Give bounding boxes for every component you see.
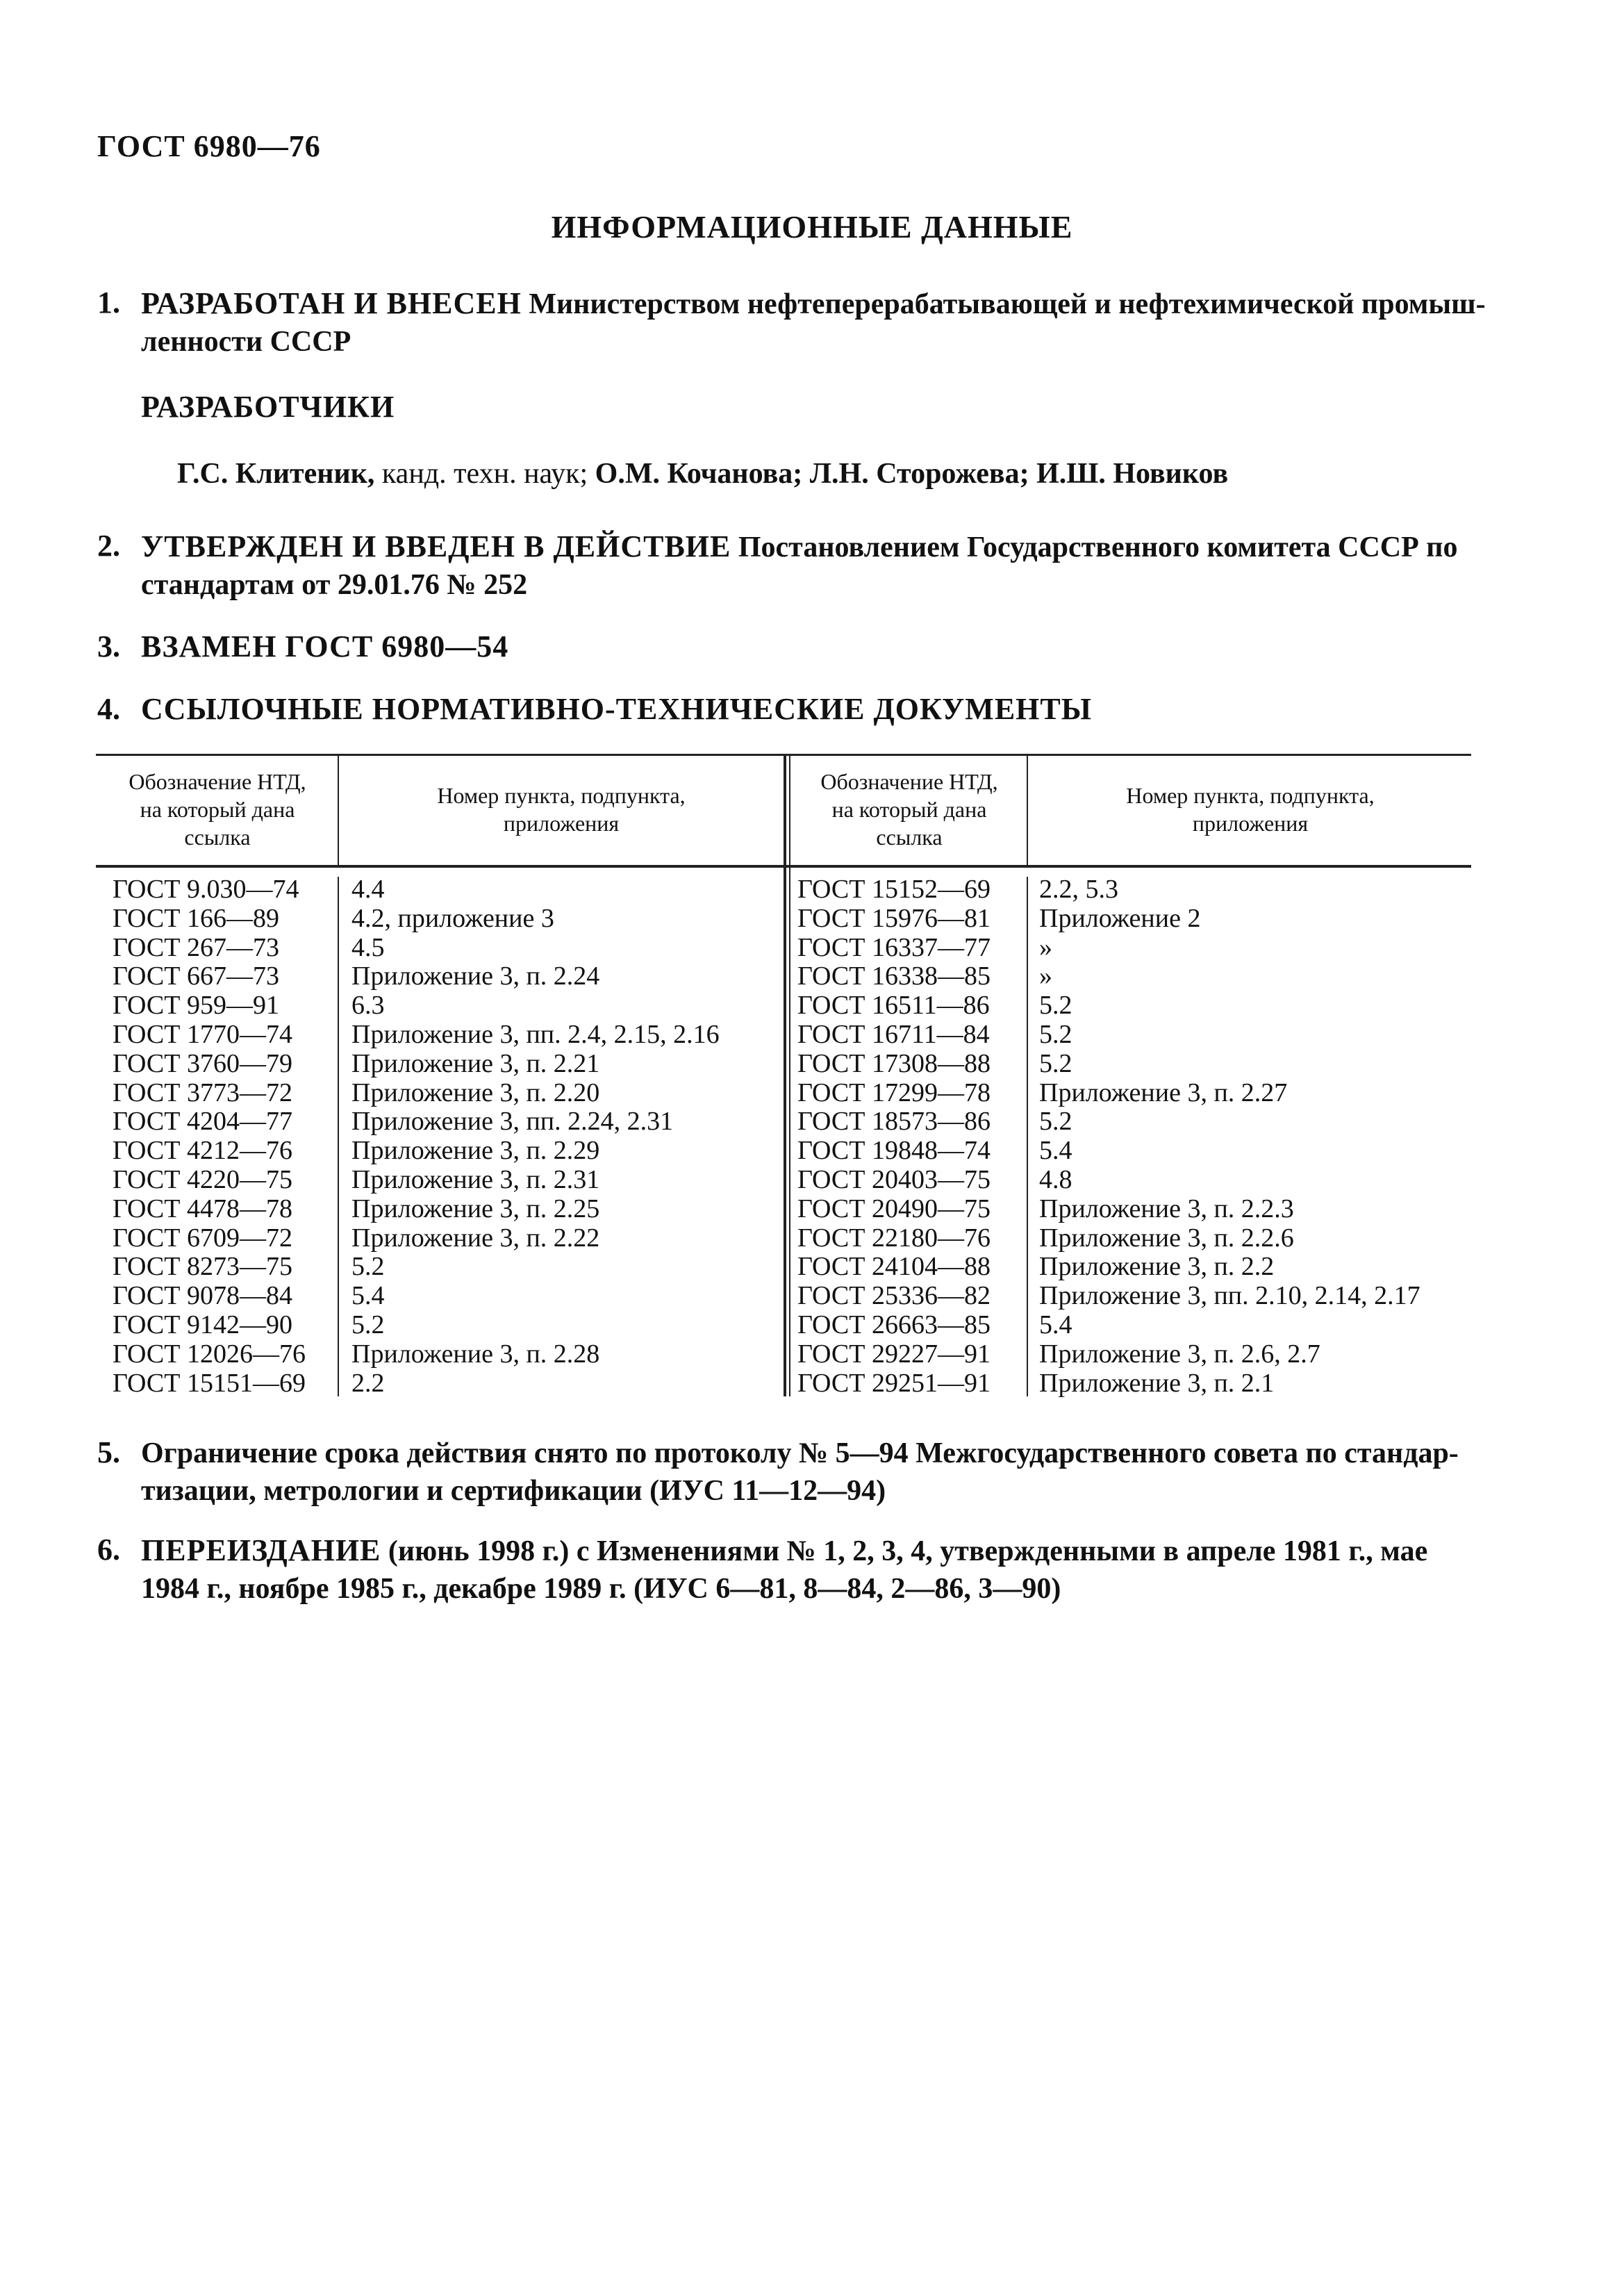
table-cell-left-item: Приложение 3, п. 2.22 (351, 1223, 600, 1253)
table-vline-3-head (1027, 756, 1028, 865)
table-cell-left-doc: ГОСТ 3773—72 (113, 1078, 292, 1107)
table-column-right-item (1039, 875, 1420, 1398)
section-2-text: Постановлением Государственного комитета СССР по (738, 531, 1458, 563)
table-cell-right-item: Приложение 3, п. 2.2.6 (1039, 1223, 1294, 1253)
table-cell-right-doc: ГОСТ 16338—85 (797, 962, 991, 991)
table-cell-left-item: Приложение 3, п. 2.21 (351, 1048, 600, 1078)
table-cell-left-doc: ГОСТ 959—91 (113, 991, 279, 1021)
table-cell-left-item: 4.2, приложение 3 (351, 903, 554, 933)
section-1 (141, 285, 1502, 361)
table-cell-right-doc: ГОСТ 29251—91 (797, 1368, 991, 1398)
table-cell-left-item: Приложение 3, пп. 2.4, 2.15, 2.16 (351, 1019, 720, 1049)
table-cell-left-doc: ГОСТ 6709—72 (113, 1223, 292, 1253)
table-cell-right-doc: ГОСТ 15976—81 (797, 903, 991, 933)
table-cell-right-doc: ГОСТ 15152—69 (797, 875, 991, 904)
table-cell-right-doc: ГОСТ 20403—75 (797, 1164, 991, 1194)
table-cell-right-item: Приложение 3, п. 2.1 (1039, 1368, 1275, 1398)
section-6-lead: ПЕРЕИЗДАНИЕ (141, 1533, 381, 1567)
table-cell-left-item: Приложение 3, п. 2.25 (351, 1194, 600, 1223)
table-cell-right-doc: ГОСТ 20490—75 (797, 1194, 991, 1223)
table-cell-left-item: 5.2 (351, 1252, 385, 1282)
table-cell-left-doc: ГОСТ 4478—78 (113, 1194, 292, 1223)
table-cell-left-doc: ГОСТ 12026—76 (113, 1339, 306, 1369)
table-cell-left-doc: ГОСТ 3760—79 (113, 1048, 292, 1078)
developers-list (177, 457, 1228, 490)
table-cell-right-item: Приложение 3, п. 2.2.3 (1039, 1194, 1294, 1223)
table-cell-left-doc: ГОСТ 4204—77 (113, 1107, 292, 1137)
table-cell-left-doc: ГОСТ 267—73 (113, 932, 279, 962)
section-2-number: 2. (97, 529, 120, 563)
table-cell-right-item: 5.2 (1039, 991, 1072, 1021)
table-cell-left-item: 2.2 (351, 1368, 385, 1398)
table-column-left-item (351, 875, 720, 1398)
table-cell-right-doc: ГОСТ 16337—77 (797, 932, 991, 962)
table-cell-right-doc: ГОСТ 25336—82 (797, 1281, 991, 1311)
table-cell-left-doc: ГОСТ 166—89 (113, 903, 279, 933)
table-cell-left-doc: ГОСТ 4212—76 (113, 1136, 292, 1166)
table-cell-left-doc: ГОСТ 667—73 (113, 962, 279, 991)
section-5-number: 5. (97, 1435, 120, 1469)
table-header-item-left: Номер пункта, подпункта, приложения (437, 783, 686, 836)
table-cell-right-doc: ГОСТ 19848—74 (797, 1136, 991, 1166)
section-1-lead: РАЗРАБОТАН И ВНЕСЕН (141, 286, 522, 320)
table-header-doc-right: Обозначение НТД, на который дана ссылка (820, 769, 998, 850)
table-cell-left-item: 4.5 (351, 932, 385, 962)
section-5-text: Ограничение срока действия снято по протоколу № 5—94 Межгосударственного совета по стандар- (141, 1437, 1459, 1469)
section-6-text-cont: 1984 г., ноябре 1985 г., декабре 1989 г. (ИУС 6—81, 8—84, 2—86, 3—90) (141, 1573, 1061, 1605)
table-cell-right-item: Приложение 2 (1039, 903, 1201, 933)
section-4-text: ССЫЛОЧНЫЕ НОРМАТИВНО-ТЕХНИЧЕСКИЕ ДОКУМЕНТЫ (141, 692, 1092, 726)
table-cell-right-doc: ГОСТ 29227—91 (797, 1339, 991, 1369)
table-cell-left-doc: ГОСТ 15151—69 (113, 1368, 306, 1398)
section-1-number: 1. (97, 286, 120, 320)
table-cell-right-item: 4.8 (1039, 1164, 1072, 1194)
developer-1-degree: канд. техн. наук; (381, 458, 588, 490)
table-cell-left-doc: ГОСТ 1770—74 (113, 1019, 292, 1049)
table-cell-right-item: » (1039, 962, 1052, 991)
developer-1-name: Г.С. Клитеник, (177, 458, 375, 490)
table-cell-right-item: 5.4 (1039, 1136, 1072, 1166)
table-vline-3 (1027, 877, 1028, 1396)
table-cell-right-item: » (1039, 932, 1052, 962)
table-cell-left-doc: ГОСТ 8273—75 (113, 1252, 292, 1282)
table-cell-right-doc: ГОСТ 22180—76 (797, 1223, 991, 1253)
table-vline-1-head (338, 756, 339, 865)
section-6 (141, 1532, 1530, 1608)
section-5-text-cont: тизации, метрологии и сертификации (ИУС 11—12—94) (141, 1475, 886, 1507)
table-cell-right-doc: ГОСТ 26663—85 (797, 1310, 991, 1339)
document-header: ГОСТ 6980—76 (97, 129, 321, 163)
section-5 (141, 1435, 1530, 1510)
table-cell-right-item: 5.4 (1039, 1310, 1072, 1339)
developers-rest: О.М. Кочанова; Л.Н. Сторожева; И.Ш. Новиков (595, 458, 1229, 490)
table-header-item-right: Номер пункта, подпункта, приложения (1126, 783, 1375, 836)
table-cell-left-item: Приложение 3, п. 2.28 (351, 1339, 600, 1369)
table-vline-1 (338, 877, 339, 1396)
table-cell-right-doc: ГОСТ 24104—88 (797, 1252, 991, 1282)
table-cell-left-item: Приложение 3, пп. 2.24, 2.31 (351, 1107, 674, 1137)
section-2-text-cont: стандартам от 29.01.76 № 252 (141, 569, 528, 601)
table-cell-right-item: 5.2 (1039, 1019, 1072, 1049)
table-cell-left-item: Приложение 3, п. 2.20 (351, 1078, 600, 1107)
table-cell-right-item: 5.2 (1039, 1107, 1072, 1137)
table-cell-right-item: Приложение 3, п. 2.2 (1039, 1252, 1275, 1282)
table-center-double-line (784, 756, 786, 1396)
page-title: ИНФОРМАЦИОННЫЕ ДАННЫЕ (551, 209, 1073, 245)
section-3-text: ВЗАМЕН ГОСТ 6980—54 (141, 629, 509, 663)
table-cell-right-doc: ГОСТ 18573—86 (797, 1107, 991, 1137)
table-center-double-line-2 (789, 756, 790, 1396)
table-column-left-doc (113, 875, 306, 1398)
table-cell-left-doc: ГОСТ 9.030—74 (113, 875, 299, 904)
table-cell-left-doc: ГОСТ 9078—84 (113, 1281, 292, 1311)
table-cell-left-item: Приложение 3, п. 2.31 (351, 1164, 600, 1194)
table-cell-right-doc: ГОСТ 16711—84 (797, 1019, 990, 1049)
section-1-text: Министерством нефтеперерабатывающей и нефтехимической промыш- (529, 288, 1486, 320)
section-6-number: 6. (97, 1533, 120, 1567)
table-cell-right-doc: ГОСТ 16511—86 (797, 991, 990, 1021)
table-cell-right-item: 5.2 (1039, 1048, 1072, 1078)
table-cell-right-item: Приложение 3, пп. 2.10, 2.14, 2.17 (1039, 1281, 1420, 1311)
table-column-right-doc (797, 875, 991, 1398)
table-cell-right-item: Приложение 3, п. 2.6, 2.7 (1039, 1339, 1320, 1369)
table-cell-left-item: 5.4 (351, 1281, 385, 1311)
section-3-number: 3. (97, 629, 120, 663)
table-cell-right-item: 2.2, 5.3 (1039, 875, 1118, 904)
table-cell-left-item: 6.3 (351, 991, 385, 1021)
table-header-doc-left: Обозначение НТД, на который дана ссылка (129, 769, 306, 850)
section-1-text-cont: ленности СССР (141, 326, 351, 358)
table-cell-right-item: Приложение 3, п. 2.27 (1039, 1078, 1288, 1107)
table-cell-left-doc: ГОСТ 4220—75 (113, 1164, 292, 1194)
section-4-number: 4. (97, 692, 120, 726)
table-cell-left-doc: ГОСТ 9142—90 (113, 1310, 292, 1339)
table-cell-left-item: Приложение 3, п. 2.24 (351, 962, 600, 991)
table-cell-right-doc: ГОСТ 17299—78 (797, 1078, 991, 1107)
section-6-text: (июнь 1998 г.) с Изменениями № 1, 2, 3, 4, утвержденными в апреле 1981 г., мае (388, 1535, 1428, 1567)
developers-label: РАЗРАБОТЧИКИ (141, 390, 395, 424)
table-cell-left-item: Приложение 3, п. 2.29 (351, 1136, 600, 1166)
table-cell-left-item: 5.2 (351, 1310, 385, 1339)
table-cell-right-doc: ГОСТ 17308—88 (797, 1048, 991, 1078)
table-cell-left-item: 4.4 (351, 875, 385, 904)
section-2-lead: УТВЕРЖДЕН И ВВЕДЕН В ДЕЙСТВИЕ (141, 529, 731, 563)
section-2 (141, 528, 1502, 604)
